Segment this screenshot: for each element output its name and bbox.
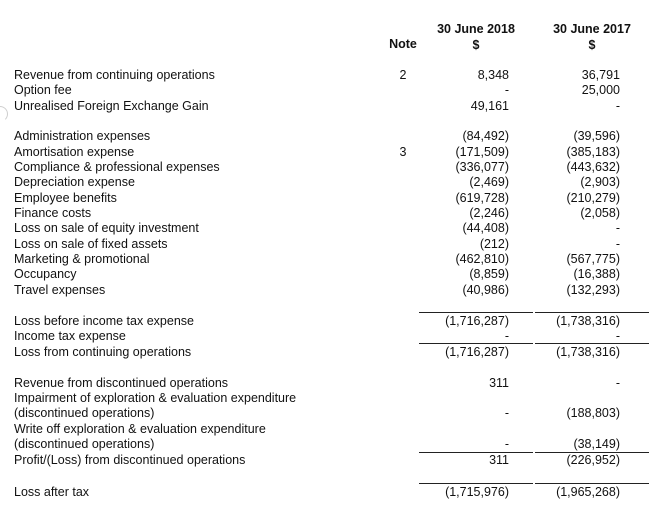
row-value-2017: (210,279) — [566, 191, 620, 205]
row-value-2017: (1,965,268) — [556, 485, 620, 499]
row-value-2017: (39,596) — [573, 129, 620, 143]
row-value-2017: (567,775) — [566, 252, 620, 266]
row-value-2018: (171,509) — [455, 145, 509, 159]
row-value-2017: - — [615, 237, 620, 251]
row-label: Marketing & promotional — [14, 252, 150, 266]
col-2018-unit-header: $ — [472, 38, 480, 52]
rule-2018-total — [419, 483, 533, 484]
row-value-2018: - — [504, 437, 509, 451]
row-value-2018: - — [504, 329, 509, 343]
row-value-2018: (84,492) — [462, 129, 509, 143]
row-label: Income tax expense — [14, 329, 126, 343]
row-label: Loss on sale of fixed assets — [14, 237, 168, 251]
row-value-2018: (2,469) — [469, 175, 509, 189]
row-label: Employee benefits — [14, 191, 117, 205]
row-value-2017: (226,952) — [566, 453, 620, 467]
row-value-2018: 311 — [489, 376, 509, 390]
row-value-2017: (38,149) — [573, 437, 620, 451]
row-value-2017: (1,738,316) — [556, 345, 620, 359]
row-label: Profit/(Loss) from discontinued operations — [14, 453, 246, 467]
row-value-2018: (44,408) — [462, 221, 509, 235]
row-value-2017: - — [615, 329, 620, 343]
row-value-2017: 25,000 — [581, 83, 620, 97]
row-value-2018: (1,716,287) — [445, 314, 509, 328]
row-value-2017: (132,293) — [566, 283, 620, 297]
row-value-2017: 36,791 — [581, 68, 620, 82]
row-label: Loss from continuing operations — [14, 345, 192, 359]
row-value-2018: (40,986) — [462, 283, 509, 297]
row-value-2017: - — [615, 99, 620, 113]
row-value-2018: (212) — [479, 237, 509, 251]
row-value-2018: 8,348 — [477, 68, 509, 82]
row-value-2018: 49,161 — [470, 99, 509, 113]
col-2017-unit-header: $ — [588, 38, 596, 52]
row-value-2017: (16,388) — [573, 267, 620, 281]
row-value-2017: - — [615, 376, 620, 390]
row-label: Revenue from discontinued operations — [14, 376, 229, 390]
row-value-2017: (1,738,316) — [556, 314, 620, 328]
row-value-2018: (2,246) — [469, 206, 509, 220]
rule-2017-total — [535, 483, 649, 484]
col-2017-date-header: 30 June 2017 — [553, 22, 631, 36]
row-label: Impairment of exploration & evaluation expenditure — [14, 391, 297, 405]
row-label: Write off exploration & evaluation expenditure — [14, 422, 266, 436]
row-value-2017: (443,632) — [566, 160, 620, 174]
row-note: 3 — [399, 145, 407, 159]
rule-2017-subtotal — [535, 312, 649, 313]
row-label: Amortisation expense — [14, 145, 135, 159]
row-value-2018: (336,077) — [455, 160, 509, 174]
row-label: Occupancy — [14, 267, 77, 281]
row-value-2017: (385,183) — [566, 145, 620, 159]
row-value-2018: 311 — [489, 453, 509, 467]
row-label: Compliance & professional expenses — [14, 160, 220, 174]
row-value-2018: - — [504, 406, 509, 420]
row-value-2018: (1,715,976) — [445, 485, 509, 499]
row-value-2018: (1,716,287) — [445, 345, 509, 359]
row-value-2017: (2,903) — [580, 175, 620, 189]
row-label: Loss before income tax expense — [14, 314, 194, 328]
rule-2018-loss-continuing — [419, 343, 533, 344]
row-label: Finance costs — [14, 206, 92, 220]
row-label: Depreciation expense — [14, 175, 135, 189]
row-value-2018: (619,728) — [455, 191, 509, 205]
row-value-2018: - — [504, 83, 509, 97]
row-value-2018: (8,859) — [469, 267, 509, 281]
rule-2018-discontinued — [419, 452, 533, 453]
row-label: (discontinued operations) — [14, 406, 155, 420]
note-header: Note — [389, 37, 417, 51]
row-value-2018: (462,810) — [455, 252, 509, 266]
row-label: Loss on sale of equity investment — [14, 221, 199, 235]
row-label: Administration expenses — [14, 129, 151, 143]
row-label: Unrealised Foreign Exchange Gain — [14, 99, 209, 113]
row-label: (discontinued operations) — [14, 437, 155, 451]
row-label: Loss after tax — [14, 485, 90, 499]
rule-2017-discontinued — [535, 452, 649, 453]
row-label: Travel expenses — [14, 283, 106, 297]
col-2018-date-header: 30 June 2018 — [437, 22, 515, 36]
row-value-2017: (2,058) — [580, 206, 620, 220]
row-label: Option fee — [14, 83, 72, 97]
row-label: Revenue from continuing operations — [14, 68, 215, 82]
row-value-2017: - — [615, 221, 620, 235]
page-curl-mark — [0, 106, 8, 122]
row-value-2017: (188,803) — [566, 406, 620, 420]
rule-2018-subtotal — [419, 312, 533, 313]
rule-2017-loss-continuing — [535, 343, 649, 344]
row-note: 2 — [399, 68, 407, 82]
